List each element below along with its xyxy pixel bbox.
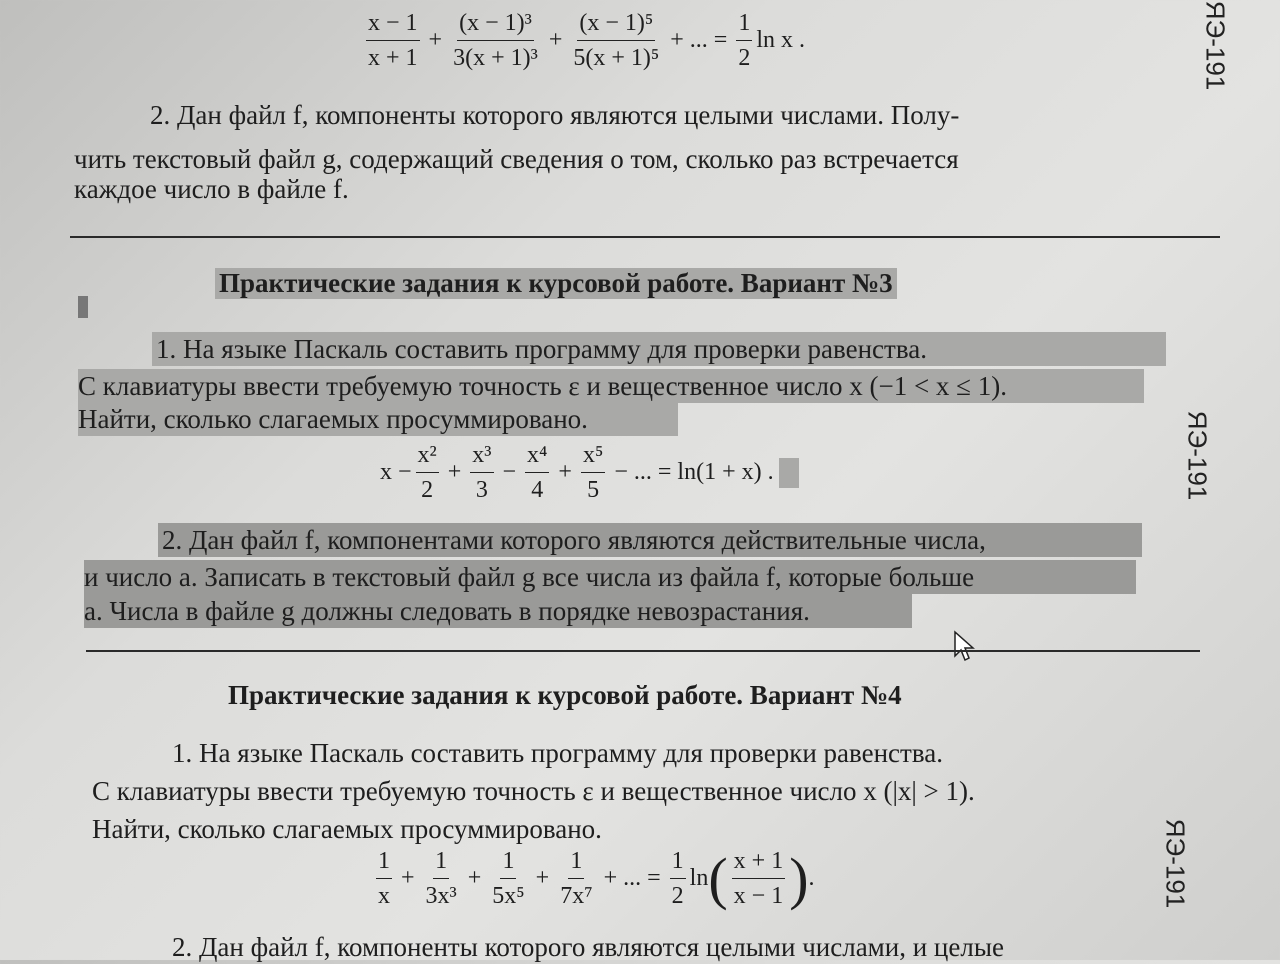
fraction: $\frac{1}{\text{7x⁷}}$	[560, 848, 593, 909]
fraction: $\frac{1}{\text{5x⁵}}$	[492, 848, 525, 909]
prev-task2-line1: 2. Дан файл f, компоненты которого являются целыми числами. Полу-	[150, 100, 960, 130]
variant3-task1-line1: 1. На языке Паскаль составить программу для проверки равенства.	[152, 332, 1166, 366]
variant3-heading: Практические задания к курсовой работе. Вариант №3	[215, 268, 897, 299]
variant3-task2-line3: a. Числа в файле g должны следовать в порядке невозрастания.	[84, 594, 912, 628]
fraction: $\frac{\text{x⁵}}{5}$	[582, 442, 604, 503]
fraction: $\frac{\text{x⁴}}{4}$	[527, 442, 548, 503]
fraction: $\frac{\text{(x − 1)³}}{\text{3(x + 1)³}}$	[453, 10, 538, 71]
fraction: $\frac{1}{x}$	[378, 848, 390, 909]
variant3-task2-line2: и число a. Записать в текстовый файл g все числа из файла f, которые больше	[84, 560, 1136, 594]
fraction: $\frac{\text{x²}}{2}$	[417, 442, 437, 503]
variant3-task2-line1: 2. Дан файл f, компонентами которого являются действительные числа,	[158, 523, 1142, 557]
divider	[70, 236, 1220, 238]
mouse-cursor-icon	[953, 630, 975, 662]
fraction: $\frac{x - 1}{x + 1}$	[368, 10, 418, 71]
fraction: $\frac{x + 1}{x - 1}$	[733, 848, 784, 909]
variant3-task1-line3: Найти, сколько слагаемых просуммировано.	[78, 402, 678, 436]
side-label-top: ЯЭ-191	[1200, 0, 1231, 91]
selection-end-marker	[779, 458, 799, 488]
variant3-task1-line2: С клавиатуры ввести требуемую точность ε и вещественное число x (−1 < x ≤ 1).	[78, 369, 1144, 403]
variant3-formula: x − $\frac{\text{x²}}{2}$ + $\frac{\text{x³}}{3}$ − $\frac{\text{x⁴}}{4}$ + $\frac{\text{x⁵}}{5}$ − ... = ln(1 + x) .	[380, 440, 799, 505]
variant4-formula: $\frac{1}{x}$ + $\frac{1}{\text{3x³}}$ + $\frac{1}{\text{5x⁵}}$ + $\frac{1}{\text{7x⁷}}$ + ... = $\frac{1}{2}$ ln ( $\frac{x + 1}{x - 1}$ ) .	[378, 845, 815, 911]
prev-task2-line2: чить текстовый файл g, содержащий сведения о том, сколько раз встречается	[74, 144, 959, 174]
variant4-task1-line3: Найти, сколько слагаемых просуммировано.	[92, 814, 602, 844]
prev-formula: $\frac{x - 1}{x + 1}$ + $\frac{\text{(x − 1)³}}{\text{3(x + 1)³}}$ + $\frac{\text{(x − 1)⁵}}{\text{5(x + 1)⁵}}$ + ... = $\frac{1}{2}$ ln x .	[368, 10, 805, 71]
variant4-heading: Практические задания к курсовой работе. Вариант №4	[228, 680, 902, 710]
fraction: $\frac{\text{x³}}{3}$	[472, 442, 492, 503]
selection-marker	[78, 296, 88, 318]
fraction: $\frac{\text{(x − 1)⁵}}{\text{5(x + 1)⁵}}$	[573, 10, 660, 71]
side-label-bottom: ЯЭ-191	[1160, 818, 1191, 909]
fraction: $\frac{1}{2}$	[671, 848, 684, 909]
divider	[86, 650, 1200, 652]
variant4-task1-line1: 1. На языке Паскаль составить программу для проверки равенства.	[172, 738, 943, 768]
fraction: $\frac{1}{2}$	[738, 10, 751, 71]
prev-task2-line3: каждое число в файле f.	[74, 174, 349, 204]
side-label-middle: ЯЭ-191	[1182, 410, 1213, 501]
fraction: $\frac{1}{\text{3x³}}$	[425, 848, 457, 909]
variant4-task1-line2: С клавиатуры ввести требуемую точность ε и вещественное число x (|x| > 1).	[92, 776, 975, 806]
variant4-task2-partial: 2. Дан файл f, компоненты которого являются целыми числами, и целые	[172, 932, 1004, 962]
